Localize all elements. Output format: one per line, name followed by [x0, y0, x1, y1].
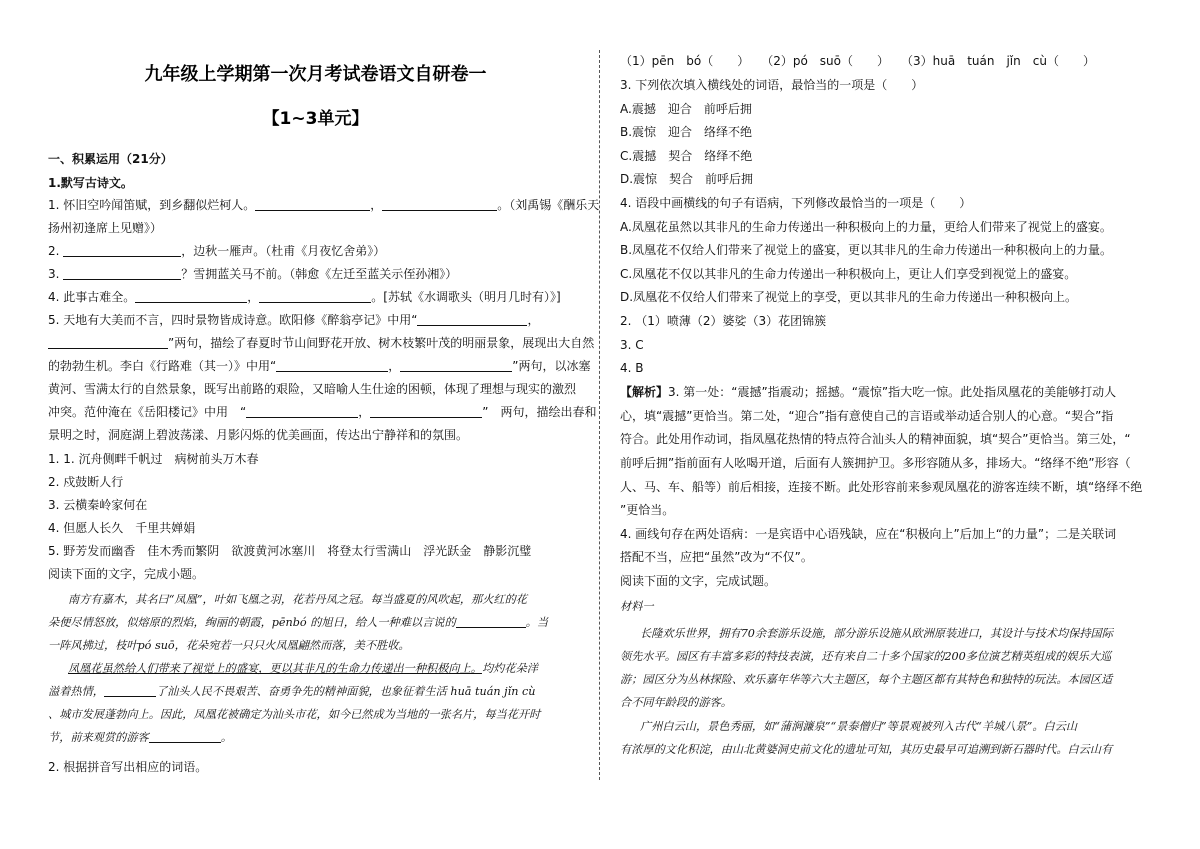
reading-intro: 阅读下面的文字，完成小题。 [48, 567, 205, 581]
answer-blank [246, 405, 358, 418]
explanation-line: 符合。此处用作动词，指凤凰花热情的特点符合汕头人的精神面貌，填“契合”更恰当。第三处，“ [620, 432, 1131, 446]
explanation-label: 【解析】 [620, 385, 669, 399]
material-label: 材料一 [620, 600, 654, 613]
question-1-title: 1.默写古诗文。 [48, 176, 133, 190]
page-title: 九年级上学期第一次月考试卷语文自研卷一 [144, 64, 487, 85]
pinyin-line: （1）pēn bó（ ） （2）pó suō（ ） （3）huā tuán jǐn cù（ ） [620, 54, 1095, 68]
underlined-sentence: 凤凰花虽然给人们带来了视觉上的盛宴，更以其非凡的生命力传递出一种积极向上。 [68, 662, 482, 675]
material-line: 广州白云山，景色秀丽，如“蒲涧濂泉”“景泰僧归”等景观被列入古代“羊城八景”。白云山 [640, 720, 1078, 733]
option-3b: B.震惊 迎合 络绎不绝 [620, 125, 753, 139]
question-1-5-cont: 冲突。范仲淹在《岳阳楼记》中用 “ ， ” 两句，描绘出春和 [48, 405, 597, 419]
question-1-4: 4. 此事古难全。 ， 。[苏轼《水调歌头（明月几时有）》] [48, 290, 561, 304]
answer-blank [149, 730, 221, 743]
material-line: 领先水平。园区有丰富多彩的特技表演，还有来自二十多个国家的200多位演艺精英组成的娱乐大巡 [620, 650, 1112, 663]
answer-1-5: 5. 野芳发而幽香 佳木秀而繁阴 欲渡黄河冰塞川 将登太行雪满山 浮光跃金 静影沉璧 [48, 544, 532, 558]
question-2: 2. 根据拼音写出相应的词语。 [48, 760, 208, 774]
option-3c: C.震撼 契合 络绎不绝 [620, 149, 753, 163]
answer-blank [48, 336, 168, 349]
option-4c: C.凤凰花不仅以其非凡的生命力传递出一种积极向上，更让人们享受到视觉上的盛宴。 [620, 267, 1077, 281]
passage-line: 南方有嘉木，其名曰“凤凰”，叶如飞凰之羽，花若丹凤之冠。每当盛夏的风吹起，那火红的花 [68, 593, 527, 606]
option-4b: B.凤凰花不仅给人们带来了视觉上的盛宴，更以其非凡的生命力传递出一种积极向上的力量。 [620, 243, 1113, 257]
reading-intro-2: 阅读下面的文字，完成试题。 [620, 574, 777, 588]
question-1-1: 1. 怀旧空吟闻笛赋，到乡翻似烂柯人。 ， 。（刘禹锡《酬乐天 [48, 198, 600, 212]
answer-blank [135, 290, 247, 303]
question-1-3: 3. ？雪拥蓝关马不前。（韩愈《左迁至蓝关示侄孙湘》） [48, 267, 458, 281]
explanation-line: 人、马、车、船等）前后相接，连接不断。此处形容前来参观凤凰花的游客连续不断，填“络绎不绝 [620, 480, 1143, 494]
question-3: 3. 下列依次填入横线处的词语，最恰当的一项是（ ） [620, 78, 924, 92]
answer-blank [382, 198, 497, 211]
page-subtitle: 【1~3单元】 [262, 109, 369, 129]
question-1-5: 5. 天地有大美而不言，四时景物皆成诗意。欧阳修《醉翁亭记》中用“ ， [48, 313, 540, 327]
answer-blank [255, 198, 370, 211]
answer-blank [276, 359, 388, 372]
answer-4: 4. B [620, 361, 644, 375]
explanation-line: 搭配不当，应把“虽然”改为“不仅”。 [620, 550, 813, 564]
passage-line: 节，前来观赏的游客 。 [48, 731, 232, 744]
question-1-5-cont: 黄河、雪满太行的自然景象，既写出前路的艰险，又暗喻人生仕途的困顿，体现了理想与现实的激烈 [48, 382, 577, 396]
answer-blank [104, 684, 156, 697]
answer-3: 3. C [620, 338, 644, 352]
option-3d: D.震惊 契合 前呼后拥 [620, 172, 754, 186]
option-4a: A.凤凰花虽然以其非凡的生命力传递出一种积极向上的力量，更给人们带来了视觉上的盛宴。 [620, 220, 1112, 234]
answer-blank [400, 359, 512, 372]
question-4: 4. 语段中画横线的句子有语病，下列修改最恰当的一项是（ ） [620, 196, 972, 210]
question-1-5-cont: 景明之时，洞庭湖上碧波荡漾、月影闪烁的优美画面，传达出宁静祥和的氛围。 [48, 428, 469, 442]
passage-line: 凤凰花虽然给人们带来了视觉上的盛宴，更以其非凡的生命力传递出一种积极向上。均灼花朵洋 [68, 662, 538, 675]
answer-1-3: 3. 云横秦岭家何在 [48, 498, 148, 512]
passage-line: 溢着热情， 了汕头人民不畏艰苦、奋勇争先的精神面貌，也象征着生活 huā tuán jǐn cù [48, 685, 536, 698]
answer-1-2: 2. 戍鼓断人行 [48, 475, 124, 489]
answer-blank [63, 267, 181, 280]
question-1-2: 2. ，边秋一雁声。（杜甫《月夜忆舍弟》） [48, 244, 386, 258]
option-3a: A.震撼 迎合 前呼后拥 [620, 102, 752, 116]
material-line: 有浓厚的文化积淀，由山北黄婆洞史前文化的遗址可知，其历史最早可追溯到新石器时代。白云山有 [620, 743, 1113, 756]
answer-blank [417, 313, 527, 326]
passage-line: 、城市发展蓬勃向上。因此，凤凰花被确定为汕头市花，如今已然成为当地的一张名片，每当花开时 [48, 708, 541, 721]
explanation-line: 4. 画线句存在两处语病：一是宾语中心语残缺，应在“积极向上”后加上“的力量”；二是关联词 [620, 527, 1117, 541]
option-4d: D.凤凰花不仅给人们带来了视觉上的享受，更以其非凡的生命力传递出一种积极向上。 [620, 290, 1078, 304]
question-1-5-cont: ”两句，描绘了春夏时节山间野花开放、树木枝繁叶茂的明丽景象，展现出大自然 [48, 334, 583, 352]
explanation-line: 前呼后拥”指前面有人吆喝开道，后面有人簇拥护卫。多形容随从多，排场大。“络绎不绝”形容（ [620, 456, 1131, 470]
answer-blank [456, 615, 526, 628]
answer-1-1: 1. 1. 沉舟侧畔千帆过 病树前头万木春 [48, 452, 259, 466]
explanation-line: ”更恰当。 [620, 503, 675, 517]
passage-line: 一阵风拂过，枝叶pó suō，花朵宛若一只只火凤凰翩然而落，美不胜收。 [48, 639, 410, 652]
answer-2: 2. （1）喷薄（2）婆娑（3）花团锦簇 [620, 314, 827, 328]
answer-blank [63, 244, 181, 257]
explanation-line: 【解析】3. 第一处：“震撼”指震动；摇撼。“震惊”指大吃一惊。此处指凤凰花的美能够打动人 [620, 385, 1117, 399]
explanation-line: 心，填“震撼”更恰当。第二处，“迎合”指有意使自己的言语或举动适合别人的心意。“契合”指 [620, 409, 1114, 423]
answer-blank [370, 405, 482, 418]
question-1-5-cont: 的勃勃生机。李白《行路难（其一）》中用“ ， ”两句，以冰塞 [48, 359, 591, 373]
material-line: 合不同年龄段的游客。 [620, 696, 732, 709]
material-line: 长隆欢乐世界，拥有70余套游乐设施，部分游乐设施从欧洲原装进口，其设计与技术均保持国际 [640, 627, 1113, 640]
passage-line: 朵便尽情怒放，似熔原的烈焰，绚丽的朝霞，pēnbó 的旭日，给人一种难以言说的 。当 [48, 616, 549, 629]
question-1-1-cont: 扬州初逢席上见赠》） [48, 221, 163, 235]
answer-blank [259, 290, 371, 303]
answer-1-4: 4. 但愿人长久 千里共婵娟 [48, 521, 196, 535]
material-line: 游；园区分为丛林探险、欢乐嘉年华等六大主题区，每个主题区都有其特色和独特的玩法。本园区适 [620, 673, 1113, 686]
section-heading: 一、积累运用（21分） [48, 152, 173, 166]
